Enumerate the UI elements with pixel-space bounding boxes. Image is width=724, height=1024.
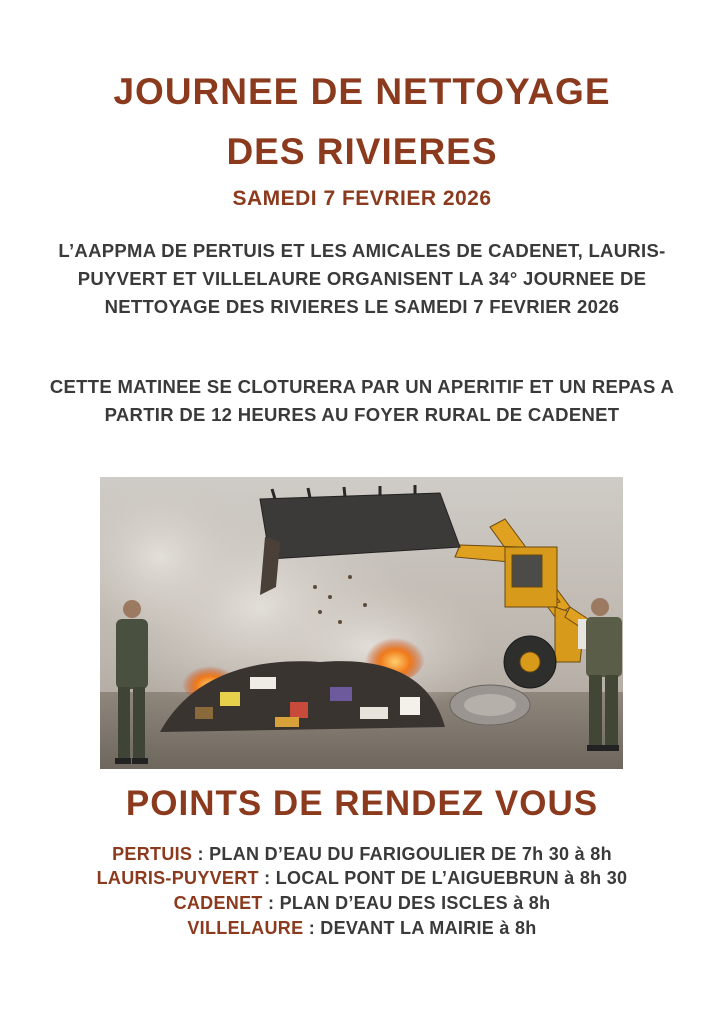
meeting-point-details: : PLAN D’EAU DU FARIGOULIER DE 7h 30 à 8h xyxy=(192,844,612,864)
lunch-paragraph: CETTE MATINEE SE CLOTURERA PAR UN APERITIF ET UN REPAS A PARTIR DE 12 HEURES AU FOYER RURAL DE CADENET xyxy=(49,376,675,425)
meeting-point-town: PERTUIS xyxy=(112,844,193,864)
announcement-paragraph: L’AAPPMA DE PERTUIS ET LES AMICALES DE CADENET, LAURIS-PUYVERT ET VILLELAURE ORGANISENT LA 34° JOURNEE DE NETTOYAGE DES RIVIERES LE SAMEDI 7 FEVRIER 2026 xyxy=(58,240,666,317)
meeting-point xyxy=(0,916,724,940)
meeting-point-details: : LOCAL PONT DE L’AIGUEBRUN à 8h 30 xyxy=(258,868,628,888)
meeting-points-heading: POINTS DE RENDEZ VOUS xyxy=(125,784,599,823)
meeting-point-town: VILLELAURE xyxy=(187,918,304,938)
event-date: SAMEDI 7 FEVRIER 2026 xyxy=(232,187,492,210)
meeting-point-town: CADENET xyxy=(173,893,263,913)
meeting-point-town: LAURIS-PUYVERT xyxy=(96,868,259,888)
meeting-point-details: : PLAN D’EAU DES ISCLES à 8h xyxy=(262,893,551,913)
meeting-point xyxy=(0,842,724,866)
poster-title-line1: JOURNEE DE NETTOYAGE xyxy=(113,71,611,112)
poster-title-line2: DES RIVIERES xyxy=(226,131,498,172)
meeting-point xyxy=(0,866,724,890)
cleanup-photo xyxy=(100,477,623,769)
loader-bucket xyxy=(260,493,460,559)
meeting-point-details: : DEVANT LA MAIRIE à 8h xyxy=(303,918,537,938)
meeting-point xyxy=(0,891,724,915)
